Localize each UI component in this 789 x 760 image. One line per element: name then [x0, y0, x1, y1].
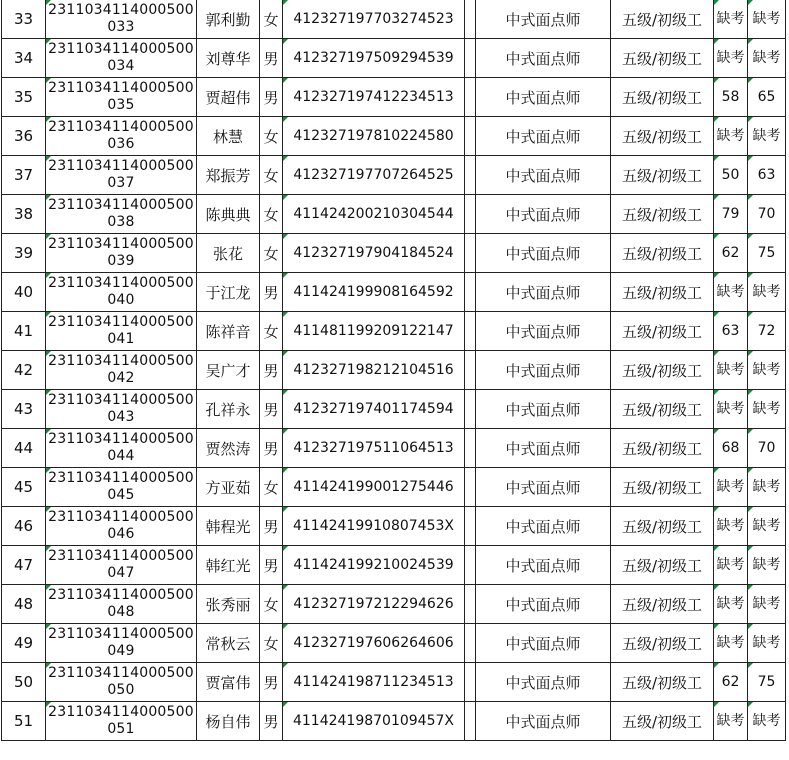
theory-score-cell: 缺考: [714, 39, 748, 78]
level-cell: 五级/初级工: [611, 507, 714, 546]
id-number-cell: 411424199001275446: [283, 468, 465, 507]
row-number-cell: 42: [2, 351, 46, 390]
row-number-cell: 49: [2, 624, 46, 663]
level-cell: 五级/初级工: [611, 585, 714, 624]
candidate-name-cell: 张秀丽: [197, 585, 260, 624]
gender-cell: 男: [260, 702, 283, 741]
candidate-name-cell: 孔祥永: [197, 390, 260, 429]
ticket-number-cell: 2311034114000500033: [46, 0, 197, 39]
practical-score-cell: 缺考: [748, 468, 786, 507]
practical-score-cell: 缺考: [748, 0, 786, 39]
candidate-name-cell: 陈典典: [197, 195, 260, 234]
spacer-cell: [465, 117, 476, 156]
occupation-cell: 中式面点师: [476, 273, 611, 312]
ticket-number-cell: 2311034114000500036: [46, 117, 197, 156]
occupation-cell: 中式面点师: [476, 429, 611, 468]
spacer-cell: [465, 429, 476, 468]
ticket-number-cell: 2311034114000500046: [46, 507, 197, 546]
occupation-cell: 中式面点师: [476, 156, 611, 195]
spacer-cell: [465, 351, 476, 390]
candidate-name-cell: 贾超伟: [197, 78, 260, 117]
table-row: [2, 312, 786, 351]
gender-cell: 男: [260, 663, 283, 702]
practical-score-cell: 70: [748, 429, 786, 468]
practical-score-cell: 缺考: [748, 702, 786, 741]
table-row: [2, 585, 786, 624]
practical-score-cell: 75: [748, 663, 786, 702]
row-number-cell: 38: [2, 195, 46, 234]
candidate-name-cell: 方亚茹: [197, 468, 260, 507]
candidate-name-cell: 于江龙: [197, 273, 260, 312]
level-cell: 五级/初级工: [611, 273, 714, 312]
candidate-name-cell: 贾富伟: [197, 663, 260, 702]
candidate-name-cell: 吴广才: [197, 351, 260, 390]
row-number-cell: 40: [2, 273, 46, 312]
practical-score-cell: 缺考: [748, 117, 786, 156]
theory-score-cell: 79: [714, 195, 748, 234]
gender-cell: 男: [260, 78, 283, 117]
table-row: [2, 390, 786, 429]
theory-score-cell: 缺考: [714, 702, 748, 741]
id-number-cell: 412327197412234513: [283, 78, 465, 117]
practical-score-cell: 缺考: [748, 507, 786, 546]
row-number-cell: 33: [2, 0, 46, 39]
occupation-cell: 中式面点师: [476, 117, 611, 156]
spacer-cell: [465, 663, 476, 702]
spacer-cell: [465, 702, 476, 741]
occupation-cell: 中式面点师: [476, 663, 611, 702]
spacer-cell: [465, 390, 476, 429]
candidate-name-cell: 陈祥音: [197, 312, 260, 351]
level-cell: 五级/初级工: [611, 117, 714, 156]
level-cell: 五级/初级工: [611, 195, 714, 234]
spacer-cell: [465, 585, 476, 624]
id-number-cell: 412327197511064513: [283, 429, 465, 468]
table-row: [2, 273, 786, 312]
theory-score-cell: 58: [714, 78, 748, 117]
theory-score-cell: 缺考: [714, 117, 748, 156]
gender-cell: 男: [260, 507, 283, 546]
occupation-cell: 中式面点师: [476, 507, 611, 546]
level-cell: 五级/初级工: [611, 39, 714, 78]
occupation-cell: 中式面点师: [476, 468, 611, 507]
spacer-cell: [465, 507, 476, 546]
id-number-cell: 412327197606264606: [283, 624, 465, 663]
level-cell: 五级/初级工: [611, 390, 714, 429]
gender-cell: 男: [260, 390, 283, 429]
level-cell: 五级/初级工: [611, 429, 714, 468]
candidate-name-cell: 林慧: [197, 117, 260, 156]
gender-cell: 女: [260, 585, 283, 624]
gender-cell: 女: [260, 195, 283, 234]
practical-score-cell: 75: [748, 234, 786, 273]
ticket-number-cell: 2311034114000500041: [46, 312, 197, 351]
practical-score-cell: 缺考: [748, 624, 786, 663]
table-row: [2, 468, 786, 507]
occupation-cell: 中式面点师: [476, 390, 611, 429]
theory-score-cell: 缺考: [714, 390, 748, 429]
row-number-cell: 51: [2, 702, 46, 741]
candidate-name-cell: 常秋云: [197, 624, 260, 663]
ticket-number-cell: 2311034114000500038: [46, 195, 197, 234]
candidate-name-cell: 郭利勤: [197, 0, 260, 39]
theory-score-cell: 缺考: [714, 624, 748, 663]
row-number-cell: 46: [2, 507, 46, 546]
theory-score-cell: 缺考: [714, 546, 748, 585]
id-number-cell: 412327197509294539: [283, 39, 465, 78]
practical-score-cell: 70: [748, 195, 786, 234]
level-cell: 五级/初级工: [611, 351, 714, 390]
id-number-cell: 41142419910807453X: [283, 507, 465, 546]
id-number-cell: 411481199209122147: [283, 312, 465, 351]
ticket-number-cell: 2311034114000500050: [46, 663, 197, 702]
spacer-cell: [465, 78, 476, 117]
table-row: [2, 702, 786, 741]
theory-score-cell: 68: [714, 429, 748, 468]
id-number-cell: 41142419870109457X: [283, 702, 465, 741]
ticket-number-cell: 2311034114000500040: [46, 273, 197, 312]
ticket-number-cell: 2311034114000500037: [46, 156, 197, 195]
ticket-number-cell: 2311034114000500047: [46, 546, 197, 585]
gender-cell: 女: [260, 624, 283, 663]
candidate-name-cell: 韩程光: [197, 507, 260, 546]
occupation-cell: 中式面点师: [476, 624, 611, 663]
id-number-cell: 412327197401174594: [283, 390, 465, 429]
occupation-cell: 中式面点师: [476, 0, 611, 39]
level-cell: 五级/初级工: [611, 702, 714, 741]
table-row: [2, 195, 786, 234]
gender-cell: 男: [260, 351, 283, 390]
gender-cell: 女: [260, 117, 283, 156]
occupation-cell: 中式面点师: [476, 39, 611, 78]
spacer-cell: [465, 156, 476, 195]
table-row: [2, 78, 786, 117]
level-cell: 五级/初级工: [611, 156, 714, 195]
row-number-cell: 35: [2, 78, 46, 117]
row-number-cell: 47: [2, 546, 46, 585]
id-number-cell: 411424200210304544: [283, 195, 465, 234]
id-number-cell: 411424198711234513: [283, 663, 465, 702]
level-cell: 五级/初级工: [611, 546, 714, 585]
theory-score-cell: 62: [714, 663, 748, 702]
ticket-number-cell: 2311034114000500051: [46, 702, 197, 741]
spacer-cell: [465, 624, 476, 663]
spacer-cell: [465, 39, 476, 78]
candidate-name-cell: 郑振芳: [197, 156, 260, 195]
row-number-cell: 43: [2, 390, 46, 429]
ticket-number-cell: 2311034114000500044: [46, 429, 197, 468]
id-number-cell: 412327197707264525: [283, 156, 465, 195]
ticket-number-cell: 2311034114000500045: [46, 468, 197, 507]
table-row: [2, 234, 786, 273]
spacer-cell: [465, 468, 476, 507]
theory-score-cell: 缺考: [714, 468, 748, 507]
occupation-cell: 中式面点师: [476, 195, 611, 234]
practical-score-cell: 缺考: [748, 390, 786, 429]
row-number-cell: 41: [2, 312, 46, 351]
id-number-cell: 412327197904184524: [283, 234, 465, 273]
row-number-cell: 36: [2, 117, 46, 156]
gender-cell: 男: [260, 273, 283, 312]
theory-score-cell: 50: [714, 156, 748, 195]
theory-score-cell: 缺考: [714, 507, 748, 546]
practical-score-cell: 缺考: [748, 39, 786, 78]
row-number-cell: 44: [2, 429, 46, 468]
spacer-cell: [465, 546, 476, 585]
occupation-cell: 中式面点师: [476, 78, 611, 117]
gender-cell: 女: [260, 468, 283, 507]
ticket-number-cell: 2311034114000500035: [46, 78, 197, 117]
level-cell: 五级/初级工: [611, 312, 714, 351]
spacer-cell: [465, 312, 476, 351]
theory-score-cell: 62: [714, 234, 748, 273]
row-number-cell: 37: [2, 156, 46, 195]
table-row: [2, 546, 786, 585]
level-cell: 五级/初级工: [611, 78, 714, 117]
candidate-name-cell: 杨自伟: [197, 702, 260, 741]
gender-cell: 女: [260, 234, 283, 273]
candidate-name-cell: 张花: [197, 234, 260, 273]
candidate-name-cell: 贾然涛: [197, 429, 260, 468]
gender-cell: 男: [260, 546, 283, 585]
occupation-cell: 中式面点师: [476, 702, 611, 741]
ticket-number-cell: 2311034114000500039: [46, 234, 197, 273]
level-cell: 五级/初级工: [611, 234, 714, 273]
practical-score-cell: 63: [748, 156, 786, 195]
level-cell: 五级/初级工: [611, 624, 714, 663]
ticket-number-cell: 2311034114000500048: [46, 585, 197, 624]
spacer-cell: [465, 195, 476, 234]
gender-cell: 男: [260, 39, 283, 78]
table-row: [2, 0, 786, 39]
results-table: [1, 0, 786, 741]
level-cell: 五级/初级工: [611, 0, 714, 39]
occupation-cell: 中式面点师: [476, 234, 611, 273]
candidate-name-cell: 韩红光: [197, 546, 260, 585]
row-number-cell: 50: [2, 663, 46, 702]
gender-cell: 女: [260, 312, 283, 351]
table-row: [2, 507, 786, 546]
practical-score-cell: 65: [748, 78, 786, 117]
spacer-cell: [465, 0, 476, 39]
theory-score-cell: 63: [714, 312, 748, 351]
row-number-cell: 34: [2, 39, 46, 78]
table-row: [2, 351, 786, 390]
occupation-cell: 中式面点师: [476, 312, 611, 351]
id-number-cell: 412327197212294626: [283, 585, 465, 624]
practical-score-cell: 缺考: [748, 546, 786, 585]
id-number-cell: 412327197810224580: [283, 117, 465, 156]
id-number-cell: 412327198212104516: [283, 351, 465, 390]
practical-score-cell: 缺考: [748, 273, 786, 312]
spacer-cell: [465, 234, 476, 273]
spacer-cell: [465, 273, 476, 312]
theory-score-cell: 缺考: [714, 273, 748, 312]
gender-cell: 女: [260, 156, 283, 195]
ticket-number-cell: 2311034114000500034: [46, 39, 197, 78]
ticket-number-cell: 2311034114000500043: [46, 390, 197, 429]
gender-cell: 男: [260, 429, 283, 468]
table-row: [2, 117, 786, 156]
gender-cell: 女: [260, 0, 283, 39]
theory-score-cell: 缺考: [714, 585, 748, 624]
practical-score-cell: 缺考: [748, 585, 786, 624]
id-number-cell: 412327197703274523: [283, 0, 465, 39]
theory-score-cell: 缺考: [714, 351, 748, 390]
candidate-name-cell: 刘尊华: [197, 39, 260, 78]
level-cell: 五级/初级工: [611, 663, 714, 702]
theory-score-cell: 缺考: [714, 0, 748, 39]
ticket-number-cell: 2311034114000500042: [46, 351, 197, 390]
id-number-cell: 411424199908164592: [283, 273, 465, 312]
practical-score-cell: 72: [748, 312, 786, 351]
id-number-cell: 411424199210024539: [283, 546, 465, 585]
table-row: [2, 624, 786, 663]
table-row: [2, 663, 786, 702]
practical-score-cell: 缺考: [748, 351, 786, 390]
table-body: [2, 0, 786, 741]
ticket-number-cell: 2311034114000500049: [46, 624, 197, 663]
occupation-cell: 中式面点师: [476, 351, 611, 390]
row-number-cell: 39: [2, 234, 46, 273]
occupation-cell: 中式面点师: [476, 585, 611, 624]
row-number-cell: 48: [2, 585, 46, 624]
row-number-cell: 45: [2, 468, 46, 507]
occupation-cell: 中式面点师: [476, 546, 611, 585]
table-row: [2, 156, 786, 195]
table-row: [2, 39, 786, 78]
level-cell: 五级/初级工: [611, 468, 714, 507]
table-row: [2, 429, 786, 468]
